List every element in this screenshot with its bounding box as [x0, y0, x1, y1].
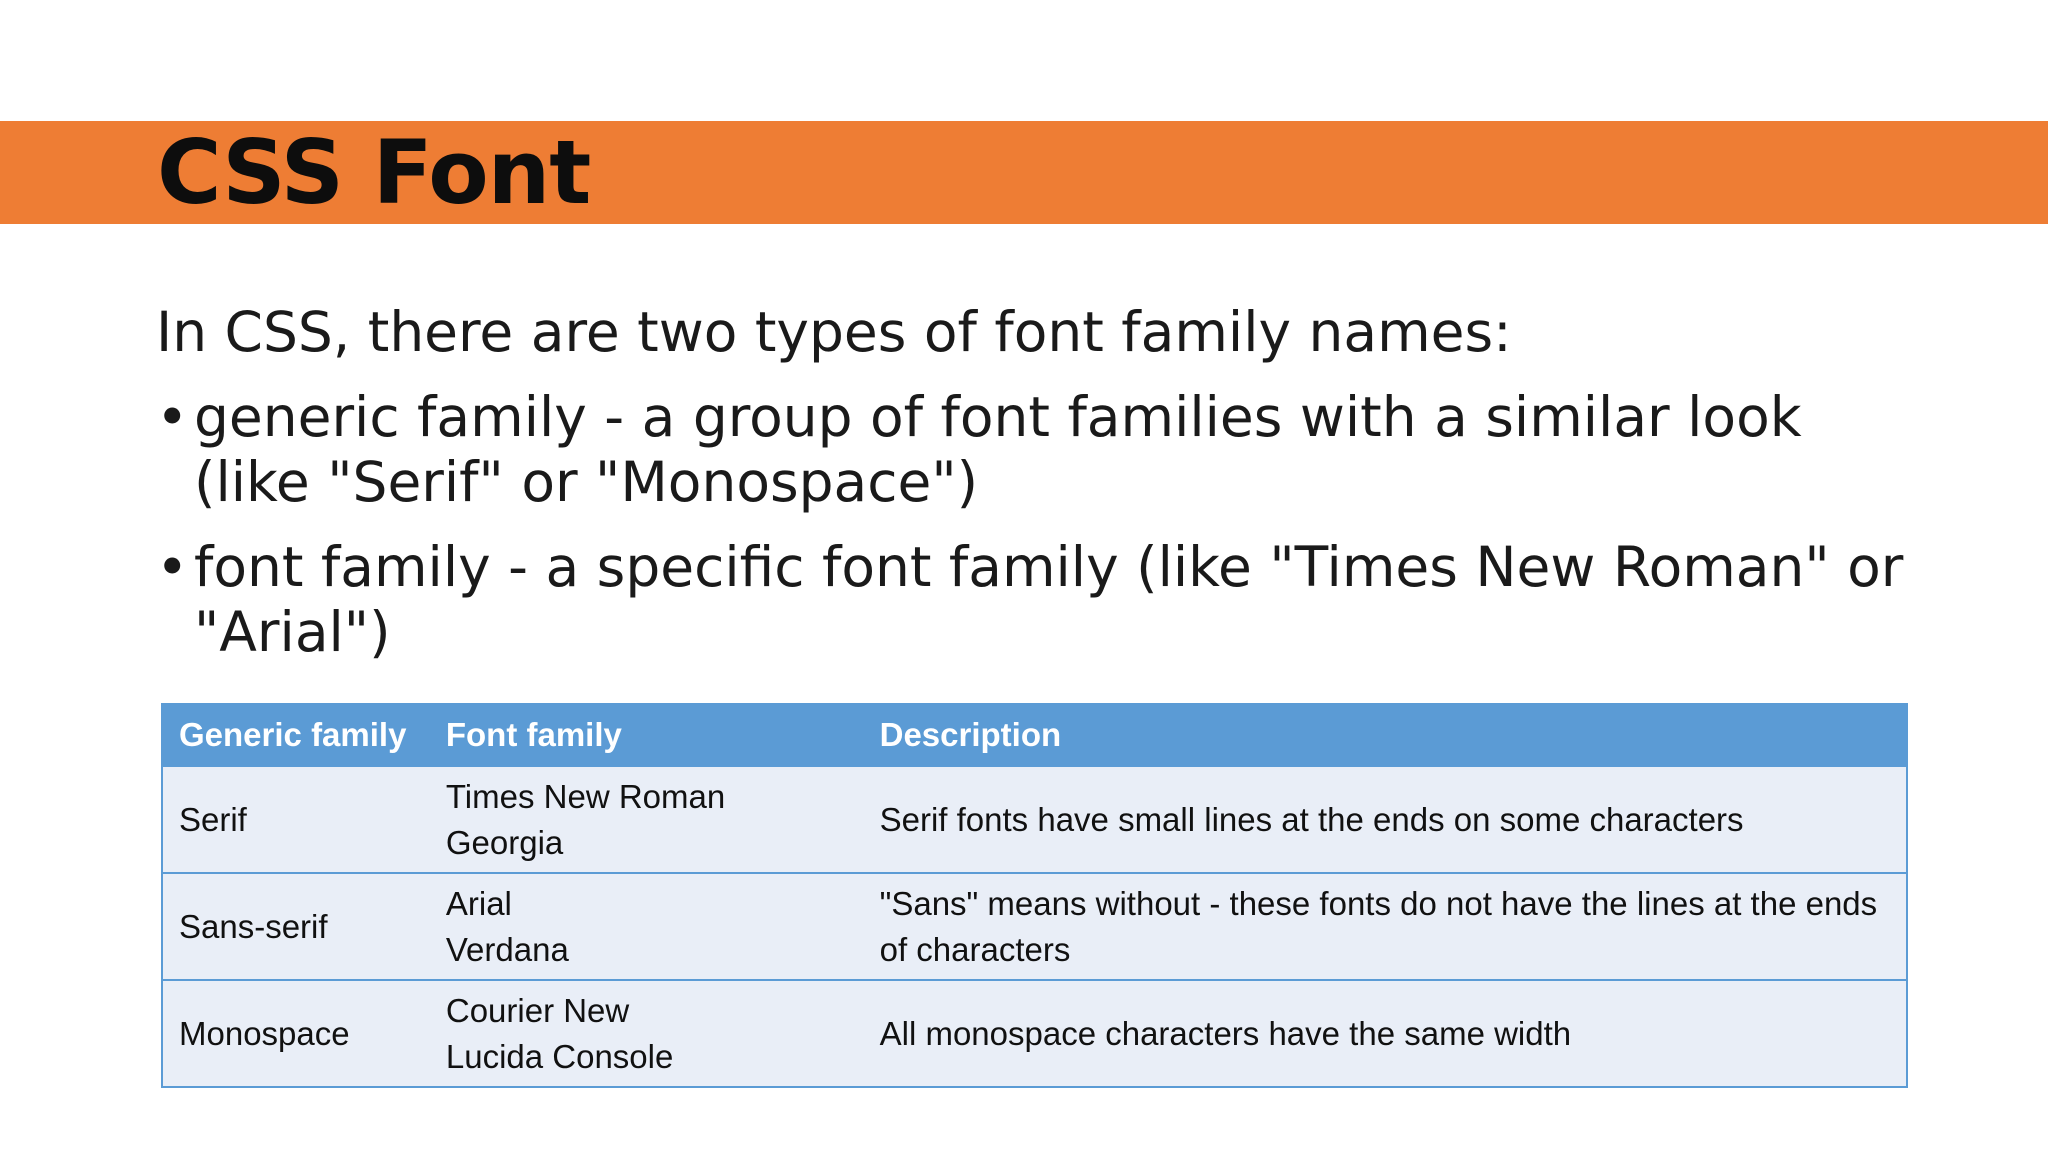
- font-name: Courier New: [445, 991, 630, 1029]
- header-generic-family: Generic family: [162, 704, 430, 766]
- table-row: [162, 766, 1907, 873]
- cell-generic: Monospace: [162, 980, 430, 1087]
- cell-description: Serif fonts have small lines at the ends on some characters: [864, 766, 1907, 873]
- cell-generic: Serif: [162, 766, 430, 873]
- cell-generic: Sans-serif: [162, 873, 430, 980]
- bullet-text: generic family - a group of font families with a similar look (like "Serif" or "Monospace"): [194, 385, 1802, 514]
- bullet-text: font family - a specific font family (like "Times New Roman" or "Arial"): [194, 535, 1904, 664]
- header-description: Description: [864, 704, 1907, 766]
- bullet-dot-icon: •: [156, 385, 189, 449]
- table-row: [162, 980, 1907, 1087]
- intro-text: In CSS, there are two types of font family names:: [156, 300, 1512, 364]
- cell-fonts: [430, 766, 864, 873]
- cell-fonts: [430, 980, 864, 1087]
- font-name: Arial: [445, 884, 512, 922]
- slide-title: CSS Font: [157, 121, 591, 224]
- font-name: Verdana: [445, 930, 569, 968]
- cell-description: All monospace characters have the same width: [864, 980, 1907, 1087]
- font-name: Times New Roman: [445, 777, 726, 815]
- header-font-family: Font family: [430, 704, 864, 766]
- cell-fonts: [430, 873, 864, 980]
- table-header-row: [162, 704, 1907, 766]
- font-family-table: [161, 703, 1908, 1088]
- bullet-dot-icon: •: [156, 535, 189, 599]
- cell-description: "Sans" means without - these fonts do not have the lines at the ends of characters: [864, 873, 1907, 980]
- bullet-item-generic-family: [156, 385, 1916, 515]
- bullet-list: [156, 385, 1916, 665]
- bullet-item-font-family: [156, 535, 1916, 665]
- slide-body: [156, 300, 1916, 685]
- font-name: Georgia: [445, 823, 564, 861]
- table-row: [162, 873, 1907, 980]
- font-name: Lucida Console: [445, 1037, 674, 1075]
